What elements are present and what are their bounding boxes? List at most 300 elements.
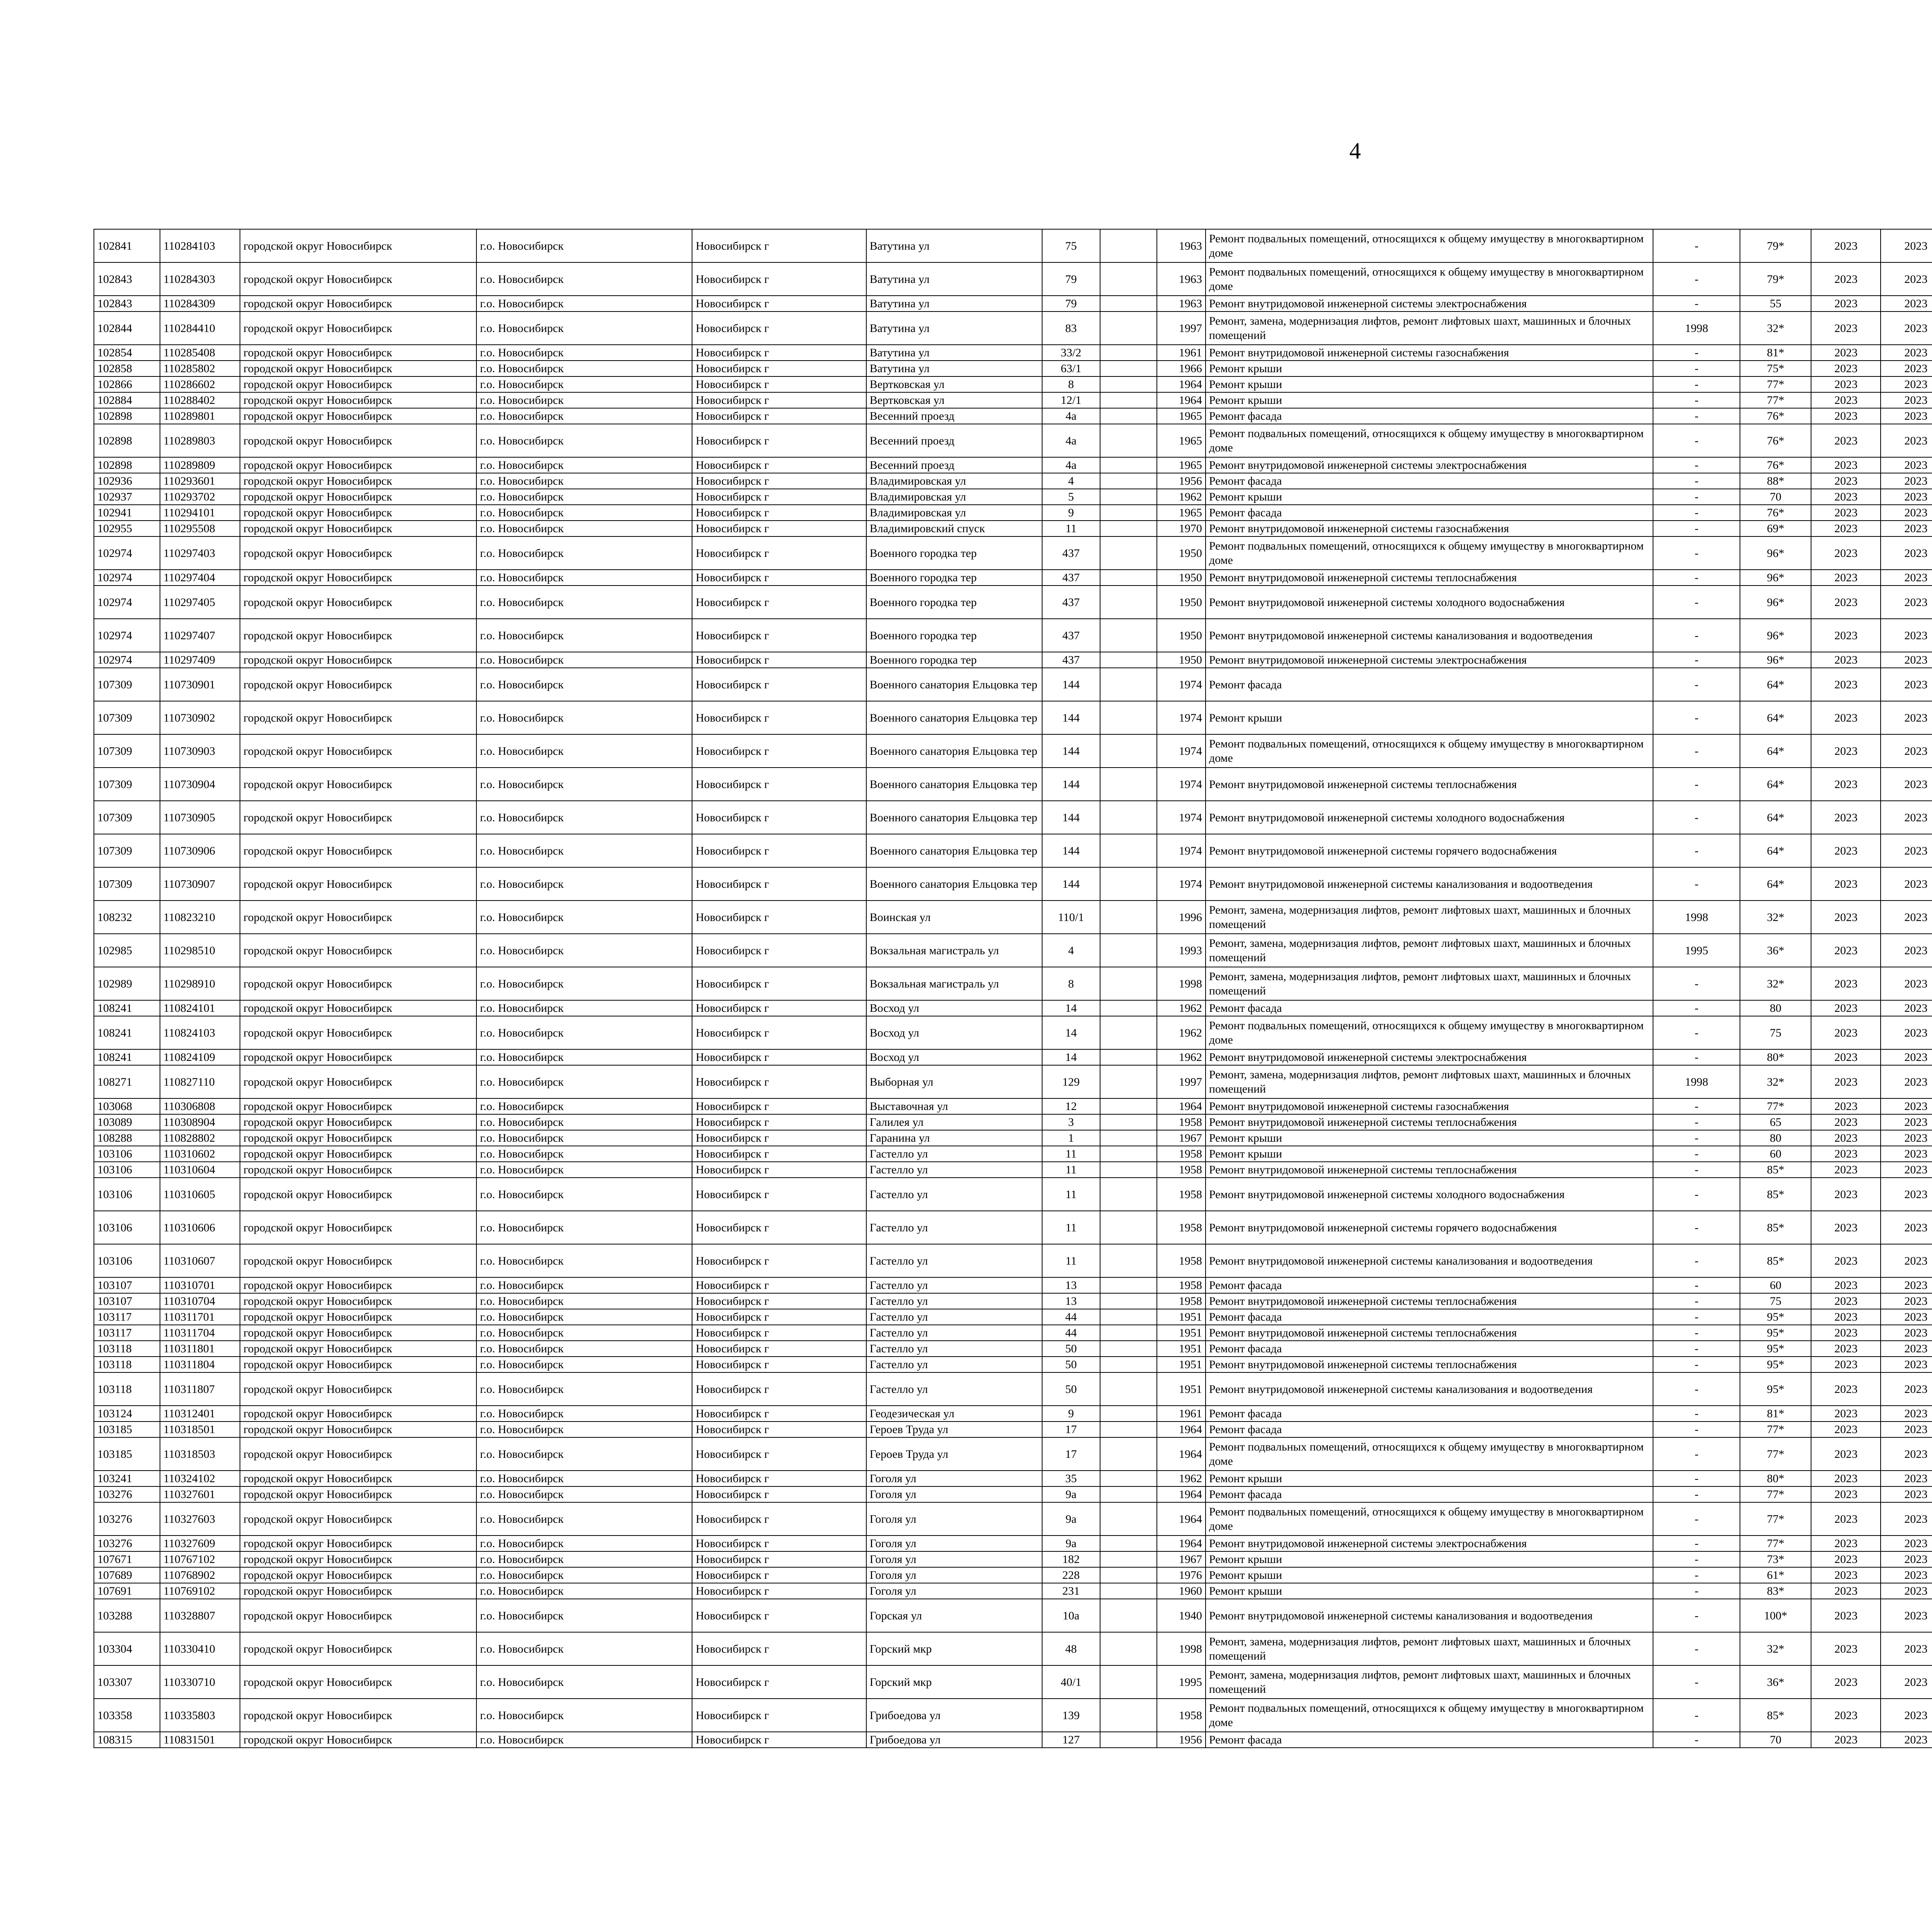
construction-year-cell: 1961 <box>1157 1406 1206 1422</box>
house-number-cell: 8 <box>1042 376 1100 392</box>
city-cell: Новосибирск г <box>692 619 866 652</box>
work-type-cell: Ремонт фасада <box>1206 473 1653 489</box>
construction-year-cell: 1958 <box>1157 1178 1206 1211</box>
table-row <box>94 1372 1932 1406</box>
wear-percent-cell: 77* <box>1740 1486 1811 1502</box>
plan-start-cell: 2023 <box>1811 1632 1881 1665</box>
street-cell: Геодезическая ул <box>866 1406 1042 1422</box>
municipality-cell: городской округ Новосибирск <box>240 1406 476 1422</box>
work-id-cell: 110824101 <box>160 1000 240 1016</box>
work-type-cell: Ремонт фасада <box>1206 668 1653 701</box>
house-number-cell: 9 <box>1042 1406 1100 1422</box>
plan-end-cell: 2023 <box>1881 473 1932 489</box>
work-id-cell: 110335803 <box>160 1699 240 1732</box>
city-cell: Новосибирск г <box>692 312 866 345</box>
work-type-cell: Ремонт внутридомовой инженерной системы электроснабжения <box>1206 1536 1653 1551</box>
wear-percent-cell: 80* <box>1740 1049 1811 1065</box>
work-id-cell: 110328807 <box>160 1599 240 1632</box>
plan-start-cell: 2023 <box>1811 768 1881 801</box>
settlement-cell: г.о. Новосибирск <box>476 1406 692 1422</box>
plan-start-cell: 2023 <box>1811 834 1881 867</box>
municipality-cell: городской округ Новосибирск <box>240 901 476 934</box>
house-id-cell: 102898 <box>94 408 160 424</box>
plan-start-cell: 2023 <box>1811 457 1881 473</box>
work-id-cell: 110310606 <box>160 1211 240 1244</box>
house-number-cell: 437 <box>1042 570 1100 586</box>
plan-end-cell: 2023 <box>1881 934 1932 967</box>
building-cell <box>1100 1293 1157 1309</box>
table-row <box>94 1437 1932 1471</box>
street-cell: Военного санатория Ельцовка тер <box>866 768 1042 801</box>
municipality-cell: городской округ Новосибирск <box>240 505 476 521</box>
settlement-cell: г.о. Новосибирск <box>476 701 692 734</box>
construction-year-cell: 1958 <box>1157 1699 1206 1732</box>
municipality-cell: городской округ Новосибирск <box>240 834 476 867</box>
work-type-cell: Ремонт внутридомовой инженерной системы газоснабжения <box>1206 345 1653 361</box>
settlement-cell: г.о. Новосибирск <box>476 1114 692 1130</box>
table-row <box>94 1665 1932 1699</box>
settlement-cell: г.о. Новосибирск <box>476 934 692 967</box>
settlement-cell: г.о. Новосибирск <box>476 834 692 867</box>
plan-end-cell: 2023 <box>1881 1551 1932 1567</box>
street-cell: Военного санатория Ельцовка тер <box>866 734 1042 768</box>
street-cell: Военного санатория Ельцовка тер <box>866 668 1042 701</box>
work-type-cell: Ремонт внутридомовой инженерной системы канализования и водоотведения <box>1206 1599 1653 1632</box>
construction-year-cell: 1951 <box>1157 1309 1206 1325</box>
table-row <box>94 473 1932 489</box>
city-cell: Новосибирск г <box>692 408 866 424</box>
plan-start-cell: 2023 <box>1811 967 1881 1000</box>
construction-year-cell: 1993 <box>1157 934 1206 967</box>
wear-percent-cell: 95* <box>1740 1325 1811 1341</box>
municipality-cell: городской округ Новосибирск <box>240 1599 476 1632</box>
plan-end-cell: 2023 <box>1881 1632 1932 1665</box>
lift-year-cell: - <box>1653 1162 1740 1178</box>
plan-start-cell: 2023 <box>1811 1502 1881 1536</box>
plan-start-cell: 2023 <box>1811 1486 1881 1502</box>
house-id-cell: 102941 <box>94 505 160 521</box>
settlement-cell: г.о. Новосибирск <box>476 1178 692 1211</box>
work-id-cell: 110327601 <box>160 1486 240 1502</box>
construction-year-cell: 1995 <box>1157 1665 1206 1699</box>
lift-year-cell: - <box>1653 392 1740 408</box>
settlement-cell: г.о. Новосибирск <box>476 867 692 901</box>
settlement-cell: г.о. Новосибирск <box>476 312 692 345</box>
table-row <box>94 1162 1932 1178</box>
house-number-cell: 228 <box>1042 1567 1100 1583</box>
plan-start-cell: 2023 <box>1811 701 1881 734</box>
settlement-cell: г.о. Новосибирск <box>476 392 692 408</box>
house-id-cell: 102866 <box>94 376 160 392</box>
work-type-cell: Ремонт подвальных помещений, относящихся к общему имуществу в многоквартирном доме <box>1206 262 1653 296</box>
plan-end-cell: 2023 <box>1881 901 1932 934</box>
plan-start-cell: 2023 <box>1811 1406 1881 1422</box>
city-cell: Новосибирск г <box>692 521 866 536</box>
construction-year-cell: 1998 <box>1157 1632 1206 1665</box>
street-cell: Ватутина ул <box>866 345 1042 361</box>
table-row <box>94 867 1932 901</box>
work-id-cell: 110294101 <box>160 505 240 521</box>
municipality-cell: городской округ Новосибирск <box>240 867 476 901</box>
plan-end-cell: 2023 <box>1881 1583 1932 1599</box>
municipality-cell: городской округ Новосибирск <box>240 701 476 734</box>
plan-start-cell: 2023 <box>1811 1471 1881 1486</box>
house-number-cell: 9 <box>1042 505 1100 521</box>
street-cell: Грибоедова ул <box>866 1699 1042 1732</box>
house-number-cell: 4 <box>1042 473 1100 489</box>
street-cell: Весенний проезд <box>866 457 1042 473</box>
lift-year-cell: - <box>1653 701 1740 734</box>
street-cell: Горский мкр <box>866 1665 1042 1699</box>
wear-percent-cell: 79* <box>1740 229 1811 262</box>
settlement-cell: г.о. Новосибирск <box>476 1632 692 1665</box>
work-type-cell: Ремонт подвальных помещений, относящихся к общему имуществу в многоквартирном доме <box>1206 536 1653 570</box>
municipality-cell: городской округ Новосибирск <box>240 967 476 1000</box>
construction-year-cell: 1951 <box>1157 1372 1206 1406</box>
lift-year-cell: - <box>1653 1325 1740 1341</box>
street-cell: Военного санатория Ельцовка тер <box>866 701 1042 734</box>
city-cell: Новосибирск г <box>692 570 866 586</box>
settlement-cell: г.о. Новосибирск <box>476 229 692 262</box>
lift-year-cell: - <box>1653 1372 1740 1406</box>
city-cell: Новосибирск г <box>692 1000 866 1016</box>
street-cell: Вертковская ул <box>866 392 1042 408</box>
city-cell: Новосибирск г <box>692 1130 866 1146</box>
city-cell: Новосибирск г <box>692 1065 866 1098</box>
work-id-cell: 110730901 <box>160 668 240 701</box>
city-cell: Новосибирск г <box>692 345 866 361</box>
wear-percent-cell: 88* <box>1740 473 1811 489</box>
work-id-cell: 110311704 <box>160 1325 240 1341</box>
house-number-cell: 79 <box>1042 262 1100 296</box>
municipality-cell: городской округ Новосибирск <box>240 1536 476 1551</box>
work-id-cell: 110285802 <box>160 361 240 376</box>
street-cell: Ватутина ул <box>866 312 1042 345</box>
work-type-cell: Ремонт подвальных помещений, относящихся к общему имуществу в многоквартирном доме <box>1206 229 1653 262</box>
wear-percent-cell: 95* <box>1740 1309 1811 1325</box>
table-row <box>94 505 1932 521</box>
plan-start-cell: 2023 <box>1811 1098 1881 1114</box>
construction-year-cell: 1962 <box>1157 1000 1206 1016</box>
house-id-cell: 103107 <box>94 1277 160 1293</box>
table-body <box>94 229 1932 1748</box>
street-cell: Владимировская ул <box>866 473 1042 489</box>
house-id-cell: 102974 <box>94 619 160 652</box>
plan-start-cell: 2023 <box>1811 1437 1881 1471</box>
municipality-cell: городской округ Новосибирск <box>240 1341 476 1357</box>
plan-start-cell: 2023 <box>1811 1536 1881 1551</box>
lift-year-cell: - <box>1653 424 1740 457</box>
building-cell <box>1100 1486 1157 1502</box>
house-number-cell: 11 <box>1042 1211 1100 1244</box>
settlement-cell: г.о. Новосибирск <box>476 262 692 296</box>
wear-percent-cell: 77* <box>1740 1437 1811 1471</box>
construction-year-cell: 1974 <box>1157 668 1206 701</box>
plan-end-cell: 2023 <box>1881 1146 1932 1162</box>
table-row <box>94 1502 1932 1536</box>
house-id-cell: 103118 <box>94 1357 160 1372</box>
house-id-cell: 103107 <box>94 1293 160 1309</box>
wear-percent-cell: 75 <box>1740 1016 1811 1049</box>
wear-percent-cell: 96* <box>1740 619 1811 652</box>
settlement-cell: г.о. Новосибирск <box>476 619 692 652</box>
wear-percent-cell: 77* <box>1740 376 1811 392</box>
city-cell: Новосибирск г <box>692 1178 866 1211</box>
lift-year-cell: - <box>1653 1178 1740 1211</box>
construction-year-cell: 1996 <box>1157 901 1206 934</box>
wear-percent-cell: 76* <box>1740 424 1811 457</box>
street-cell: Вокзальная магистраль ул <box>866 934 1042 967</box>
work-type-cell: Ремонт, замена, модернизация лифтов, ремонт лифтовых шахт, машинных и блочных помещений <box>1206 1632 1653 1665</box>
settlement-cell: г.о. Новосибирск <box>476 1211 692 1244</box>
table-row <box>94 967 1932 1000</box>
house-id-cell: 103307 <box>94 1665 160 1699</box>
city-cell: Новосибирск г <box>692 934 866 967</box>
plan-start-cell: 2023 <box>1811 668 1881 701</box>
house-number-cell: 139 <box>1042 1699 1100 1732</box>
work-type-cell: Ремонт крыши <box>1206 1471 1653 1486</box>
work-id-cell: 110310704 <box>160 1293 240 1309</box>
construction-year-cell: 1965 <box>1157 505 1206 521</box>
work-id-cell: 110297405 <box>160 586 240 619</box>
house-id-cell: 102974 <box>94 536 160 570</box>
work-id-cell: 110767102 <box>160 1551 240 1567</box>
lift-year-cell: - <box>1653 536 1740 570</box>
lift-year-cell: - <box>1653 1471 1740 1486</box>
municipality-cell: городской округ Новосибирск <box>240 424 476 457</box>
table-row <box>94 345 1932 361</box>
work-id-cell: 110308904 <box>160 1114 240 1130</box>
wear-percent-cell: 64* <box>1740 701 1811 734</box>
building-cell <box>1100 361 1157 376</box>
house-id-cell: 102854 <box>94 345 160 361</box>
building-cell <box>1100 1567 1157 1583</box>
plan-end-cell: 2023 <box>1881 867 1932 901</box>
work-type-cell: Ремонт внутридомовой инженерной системы канализования и водоотведения <box>1206 867 1653 901</box>
settlement-cell: г.о. Новосибирск <box>476 1244 692 1277</box>
street-cell: Гоголя ул <box>866 1486 1042 1502</box>
house-number-cell: 12/1 <box>1042 392 1100 408</box>
city-cell: Новосибирск г <box>692 536 866 570</box>
building-cell <box>1100 1665 1157 1699</box>
plan-start-cell: 2023 <box>1811 489 1881 505</box>
plan-end-cell: 2023 <box>1881 424 1932 457</box>
work-type-cell: Ремонт подвальных помещений, относящихся к общему имуществу в многоквартирном доме <box>1206 1502 1653 1536</box>
house-id-cell: 103276 <box>94 1502 160 1536</box>
work-id-cell: 110310602 <box>160 1146 240 1162</box>
municipality-cell: городской округ Новосибирск <box>240 1146 476 1162</box>
settlement-cell: г.о. Новосибирск <box>476 489 692 505</box>
house-number-cell: 437 <box>1042 536 1100 570</box>
work-id-cell: 110311801 <box>160 1341 240 1357</box>
work-id-cell: 110306808 <box>160 1098 240 1114</box>
municipality-cell: городской округ Новосибирск <box>240 1665 476 1699</box>
work-id-cell: 110769102 <box>160 1583 240 1599</box>
work-id-cell: 110730906 <box>160 834 240 867</box>
house-id-cell: 107309 <box>94 801 160 834</box>
wear-percent-cell: 81* <box>1740 1406 1811 1422</box>
lift-year-cell: - <box>1653 1406 1740 1422</box>
work-id-cell: 110297404 <box>160 570 240 586</box>
lift-year-cell: - <box>1653 1277 1740 1293</box>
wear-percent-cell: 96* <box>1740 586 1811 619</box>
municipality-cell: городской округ Новосибирск <box>240 521 476 536</box>
plan-end-cell: 2023 <box>1881 1244 1932 1277</box>
city-cell: Новосибирск г <box>692 1162 866 1178</box>
house-id-cell: 103118 <box>94 1372 160 1406</box>
building-cell <box>1100 1000 1157 1016</box>
municipality-cell: городской округ Новосибирск <box>240 1244 476 1277</box>
city-cell: Новосибирск г <box>692 361 866 376</box>
building-cell <box>1100 1422 1157 1437</box>
table-row <box>94 1309 1932 1325</box>
plan-start-cell: 2023 <box>1811 1372 1881 1406</box>
lift-year-cell: - <box>1653 1486 1740 1502</box>
building-cell <box>1100 262 1157 296</box>
plan-start-cell: 2023 <box>1811 296 1881 312</box>
house-number-cell: 10а <box>1042 1599 1100 1632</box>
city-cell: Новосибирск г <box>692 801 866 834</box>
table-row <box>94 262 1932 296</box>
house-id-cell: 102858 <box>94 361 160 376</box>
city-cell: Новосибирск г <box>692 768 866 801</box>
street-cell: Гоголя ул <box>866 1536 1042 1551</box>
building-cell <box>1100 586 1157 619</box>
table-row <box>94 1406 1932 1422</box>
lift-year-cell: - <box>1653 1437 1740 1471</box>
street-cell: Гастелло ул <box>866 1211 1042 1244</box>
settlement-cell: г.о. Новосибирск <box>476 801 692 834</box>
plan-start-cell: 2023 <box>1811 1130 1881 1146</box>
settlement-cell: г.о. Новосибирск <box>476 1357 692 1372</box>
plan-end-cell: 2023 <box>1881 1098 1932 1114</box>
lift-year-cell: - <box>1653 229 1740 262</box>
work-type-cell: Ремонт крыши <box>1206 701 1653 734</box>
city-cell: Новосибирск г <box>692 1325 866 1341</box>
building-cell <box>1100 1162 1157 1178</box>
municipality-cell: городской округ Новосибирск <box>240 312 476 345</box>
city-cell: Новосибирск г <box>692 967 866 1000</box>
settlement-cell: г.о. Новосибирск <box>476 1486 692 1502</box>
city-cell: Новосибирск г <box>692 1536 866 1551</box>
house-id-cell: 103124 <box>94 1406 160 1422</box>
plan-start-cell: 2023 <box>1811 619 1881 652</box>
city-cell: Новосибирск г <box>692 1146 866 1162</box>
building-cell <box>1100 229 1157 262</box>
plan-start-cell: 2023 <box>1811 570 1881 586</box>
house-id-cell: 107309 <box>94 768 160 801</box>
settlement-cell: г.о. Новосибирск <box>476 1699 692 1732</box>
municipality-cell: городской округ Новосибирск <box>240 1000 476 1016</box>
settlement-cell: г.о. Новосибирск <box>476 1098 692 1114</box>
house-id-cell: 102989 <box>94 967 160 1000</box>
work-id-cell: 110284410 <box>160 312 240 345</box>
work-type-cell: Ремонт крыши <box>1206 392 1653 408</box>
house-number-cell: 11 <box>1042 1146 1100 1162</box>
plan-start-cell: 2023 <box>1811 262 1881 296</box>
plan-start-cell: 2023 <box>1811 867 1881 901</box>
wear-percent-cell: 76* <box>1740 457 1811 473</box>
work-id-cell: 110293601 <box>160 473 240 489</box>
municipality-cell: городской округ Новосибирск <box>240 801 476 834</box>
work-type-cell: Ремонт фасада <box>1206 1732 1653 1748</box>
settlement-cell: г.о. Новосибирск <box>476 1732 692 1748</box>
plan-start-cell: 2023 <box>1811 1699 1881 1732</box>
work-type-cell: Ремонт крыши <box>1206 1551 1653 1567</box>
plan-end-cell: 2023 <box>1881 296 1932 312</box>
work-id-cell: 110824103 <box>160 1016 240 1049</box>
city-cell: Новосибирск г <box>692 1567 866 1583</box>
work-type-cell: Ремонт внутридомовой инженерной системы теплоснабжения <box>1206 1114 1653 1130</box>
municipality-cell: городской округ Новосибирск <box>240 1357 476 1372</box>
work-id-cell: 110312401 <box>160 1406 240 1422</box>
house-number-cell: 144 <box>1042 801 1100 834</box>
lift-year-cell: - <box>1653 345 1740 361</box>
table-row <box>94 1632 1932 1665</box>
house-id-cell: 103288 <box>94 1599 160 1632</box>
house-id-cell: 103106 <box>94 1244 160 1277</box>
plan-end-cell: 2023 <box>1881 1567 1932 1583</box>
street-cell: Выставочная ул <box>866 1098 1042 1114</box>
wear-percent-cell: 76* <box>1740 505 1811 521</box>
work-id-cell: 110828802 <box>160 1130 240 1146</box>
city-cell: Новосибирск г <box>692 734 866 768</box>
street-cell: Гастелло ул <box>866 1277 1042 1293</box>
wear-percent-cell: 32* <box>1740 901 1811 934</box>
lift-year-cell: - <box>1653 521 1740 536</box>
house-number-cell: 79 <box>1042 296 1100 312</box>
plan-start-cell: 2023 <box>1811 1599 1881 1632</box>
table-row <box>94 619 1932 652</box>
plan-start-cell: 2023 <box>1811 1567 1881 1583</box>
plan-end-cell: 2023 <box>1881 1065 1932 1098</box>
settlement-cell: г.о. Новосибирск <box>476 967 692 1000</box>
construction-year-cell: 1958 <box>1157 1162 1206 1178</box>
table-row <box>94 536 1932 570</box>
building-cell <box>1100 934 1157 967</box>
plan-end-cell: 2023 <box>1881 834 1932 867</box>
street-cell: Вертковская ул <box>866 376 1042 392</box>
house-number-cell: 437 <box>1042 586 1100 619</box>
work-id-cell: 110284303 <box>160 262 240 296</box>
table-row <box>94 768 1932 801</box>
plan-start-cell: 2023 <box>1811 901 1881 934</box>
building-cell <box>1100 1341 1157 1357</box>
settlement-cell: г.о. Новосибирск <box>476 1325 692 1341</box>
street-cell: Грибоедова ул <box>866 1732 1042 1748</box>
table-row <box>94 1000 1932 1016</box>
plan-end-cell: 2023 <box>1881 392 1932 408</box>
table-row <box>94 901 1932 934</box>
table-row <box>94 457 1932 473</box>
construction-year-cell: 1964 <box>1157 376 1206 392</box>
city-cell: Новосибирск г <box>692 1016 866 1049</box>
street-cell: Восход ул <box>866 1016 1042 1049</box>
house-number-cell: 44 <box>1042 1309 1100 1325</box>
house-number-cell: 9а <box>1042 1502 1100 1536</box>
building-cell <box>1100 1406 1157 1422</box>
plan-start-cell: 2023 <box>1811 801 1881 834</box>
house-id-cell: 102898 <box>94 424 160 457</box>
street-cell: Весенний проезд <box>866 424 1042 457</box>
municipality-cell: городской округ Новосибирск <box>240 457 476 473</box>
city-cell: Новосибирск г <box>692 1732 866 1748</box>
house-number-cell: 48 <box>1042 1632 1100 1665</box>
construction-year-cell: 1974 <box>1157 867 1206 901</box>
lift-year-cell: - <box>1653 1357 1740 1372</box>
work-type-cell: Ремонт внутридомовой инженерной системы электроснабжения <box>1206 296 1653 312</box>
street-cell: Военного городка тер <box>866 652 1042 668</box>
